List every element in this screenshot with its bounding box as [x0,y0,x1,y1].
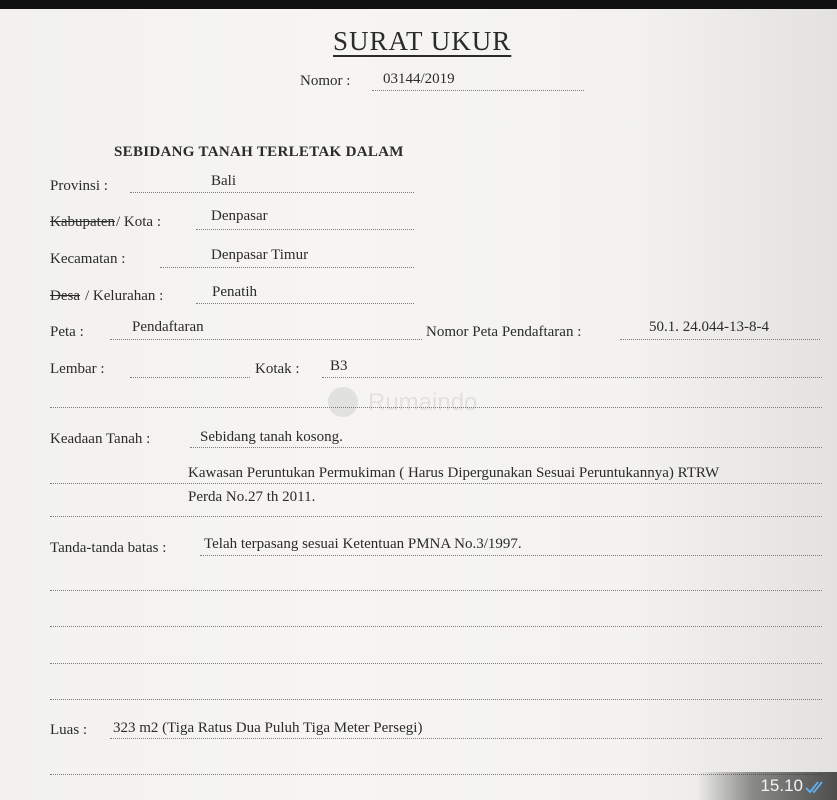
blank-line-2 [50,590,822,591]
kotak-line [322,377,822,378]
kelurahan-label: / Kelurahan : [85,288,164,304]
document-page [0,9,837,800]
kelurahan-line [196,303,414,304]
keadaan-value: Sebidang tanah kosong. [200,429,343,445]
kelurahan-value: Penatih [212,284,257,300]
provinsi-value: Bali [211,173,236,189]
watermark-text: Rumaindo [368,389,478,416]
nomor-peta-line [620,339,820,340]
kabupaten-struck: Kabupaten [50,214,115,230]
kawasan-underline-2 [50,516,822,517]
top-bar [0,0,837,9]
provinsi-line [130,192,414,193]
watermark-logo-icon [328,387,358,417]
luas-value: 323 m2 (Tiga Ratus Dua Puluh Tiga Meter Persegi) [113,720,423,736]
nomor-label: Nomor : [300,73,351,89]
provinsi-label: Provinsi : [50,178,108,194]
watermark [328,383,508,419]
keadaan-line [190,447,822,448]
kecamatan-label: Kecamatan : [50,251,126,267]
double-check-icon [805,779,829,795]
nomor-value: 03144/2019 [383,71,455,87]
keadaan-label: Keadaan Tanah : [50,431,151,447]
kota-value: Denpasar [211,208,268,224]
peta-label: Peta : [50,324,84,340]
kota-label: / Kota : [116,214,161,230]
blank-line-4 [50,663,822,664]
luas-label: Luas : [50,722,88,738]
luas-line [110,738,822,739]
kota-line [196,229,414,230]
kotak-label: Kotak : [255,361,300,377]
nomor-peta-value: 50.1. 24.044-13-8-4 [649,319,769,335]
document-title: SURAT UKUR [333,26,512,56]
kecamatan-value: Denpasar Timur [211,247,309,263]
tanda-label: Tanda-tanda batas : [50,540,167,556]
desa-struck: Desa [50,288,80,304]
kecamatan-line [160,267,414,268]
time-label: 15.10 [760,776,803,795]
kawasan-underline-1 [50,483,822,484]
blank-line-3 [50,626,822,627]
kawasan-line2: Perda No.27 th 2011. [188,489,316,505]
blank-line-1 [50,407,822,408]
peta-value: Pendaftaran [132,319,204,335]
nomor-peta-label: Nomor Peta Pendaftaran : [426,324,582,340]
message-timestamp [697,772,837,800]
kawasan-line1: Kawasan Peruntukan Permukiman ( Harus Dipergunakan Sesuai Peruntukannya) RTRW [188,465,720,481]
nomor-line [372,90,584,91]
blank-line-5 [50,699,822,700]
lembar-label: Lembar : [50,361,105,377]
tanda-value: Telah terpasang sesuai Ketentuan PMNA No.3/1997. [204,536,522,552]
peta-line [110,339,422,340]
lembar-line [130,377,250,378]
kotak-value: B3 [330,358,348,374]
tanda-line [200,555,822,556]
section-heading: SEBIDANG TANAH TERLETAK DALAM [114,144,404,160]
